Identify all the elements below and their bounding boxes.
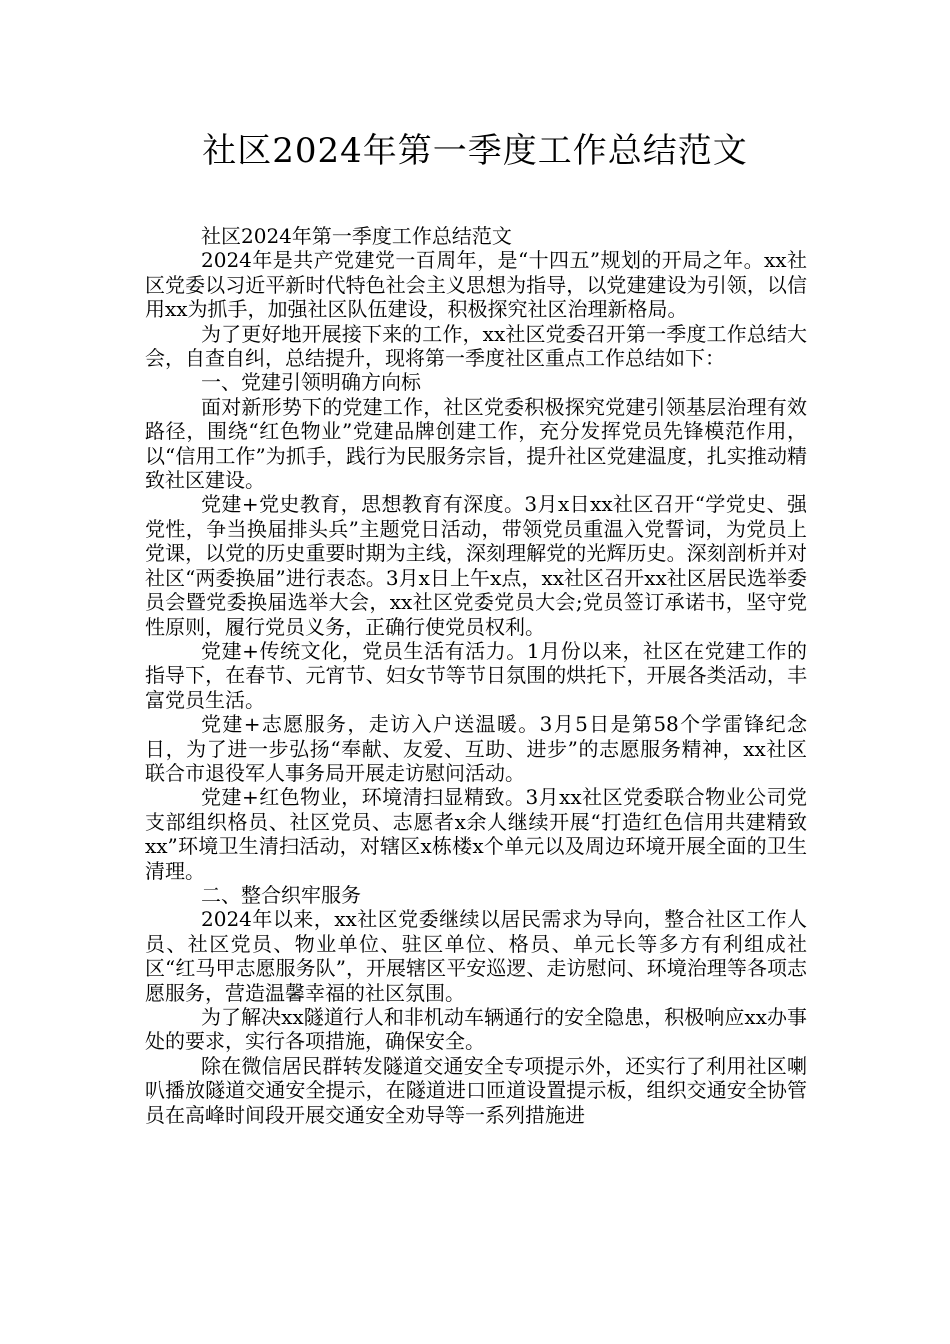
paragraph-volunteer-service: 党建+志愿服务，走访入户送温暖。3月5日是第58个学雷锋纪念日，为了进一步弘扬“奉献、友爱、互助、进步”的志愿服务精神，xx社区联合市退役军人事务局开展走访慰问活动。 — [145, 712, 807, 785]
paragraph-traditional-culture: 党建+传统文化，党员生活有活力。1月份以来，社区在党建工作的指导下，在春节、元宵节、妇女节等节日氛围的烘托下，开展各类活动，丰富党员生活。 — [145, 638, 807, 712]
paragraph-intro: 2024年是共产党建党一百周年，是“十四五”规划的开局之年。xx社区党委以习近平新时代特色社会主义思想为指导，以党建建设为引领，以信用xx为抓手，加强社区队伍建设，积极探究社区治理新格局。 — [145, 248, 807, 322]
paragraph-subtitle: 社区2024年第一季度工作总结范文 — [201, 224, 512, 248]
paragraph-party-history: 党建+党史教育，思想教育有深度。3月x日xx社区召开“学党史、强党性，争当换届排头兵”主题党日活动，带领党员重温入党誓词，为党员上党课，以党的历史重要时期为主线，深刻理解党的光辉历史。深刻剖析并对社区“两委换届”进行表态。3月x日上午x点，xx社区召开xx社区居民选举委员会暨党委换届选举大会，xx社区党委党员大会;党员签订承诺书，坚守党性原则，履行党员义务，正确行使党员权利。 — [145, 492, 807, 639]
paragraph-red-property: 党建+红色物业，环境清扫显精致。3月xx社区党委联合物业公司党支部组织格员、社区党员、志愿者x余人继续开展“打造红色信用共建精致xx”环境卫生清扫活动，对辖区x栋楼x个单元以及周边环境开展全面的卫生清理。 — [145, 785, 807, 883]
section-heading-2: 二、整合织牢服务 — [201, 882, 361, 907]
paragraph-summary-purpose: 为了更好地开展接下来的工作，xx社区党委召开第一季度工作总结大会，自查自纠，总结提升，现将第一季度社区重点工作总结如下： — [145, 321, 807, 371]
section-heading-1: 一、党建引领明确方向标 — [201, 370, 421, 395]
paragraph-party-building: 面对新形势下的党建工作，社区党委积极探究党建引领基层治理有效路径，围绕“红色物业”党建品牌创建工作，充分发挥党员先锋模范作用，以“信用工作”为抓手，践行为民服务宗旨，提升社区党建温度，扎实推动精致社区建设。 — [145, 394, 807, 493]
paragraph-integration: 2024年以来，xx社区党委继续以居民需求为导向，整合社区工作人员、社区党员、物业单位、驻区单位、格员、单元长等多方有利组成社区“红马甲志愿服务队”，开展辖区平安巡逻、走访慰问、环境治理等各项志愿服务，营造温馨幸福的社区氛围。 — [145, 907, 807, 1005]
paragraph-tunnel-safety: 为了解决xx隧道行人和非机动车辆通行的安全隐患，积极响应xx办事处的要求，实行各项措施，确保安全。 — [145, 1005, 807, 1054]
document-body — [145, 224, 807, 1127]
paragraph-tunnel-measures: 除在微信居民群转发隧道交通安全专项提示外，还实行了利用社区喇叭播放隧道交通安全提示，在隧道进口匝道设置提示板，组织交通安全协管员在高峰时间段开展交通安全劝导等一系列措施进 — [145, 1053, 807, 1127]
document-title: 社区2024年第一季度工作总结范文 — [202, 131, 748, 171]
